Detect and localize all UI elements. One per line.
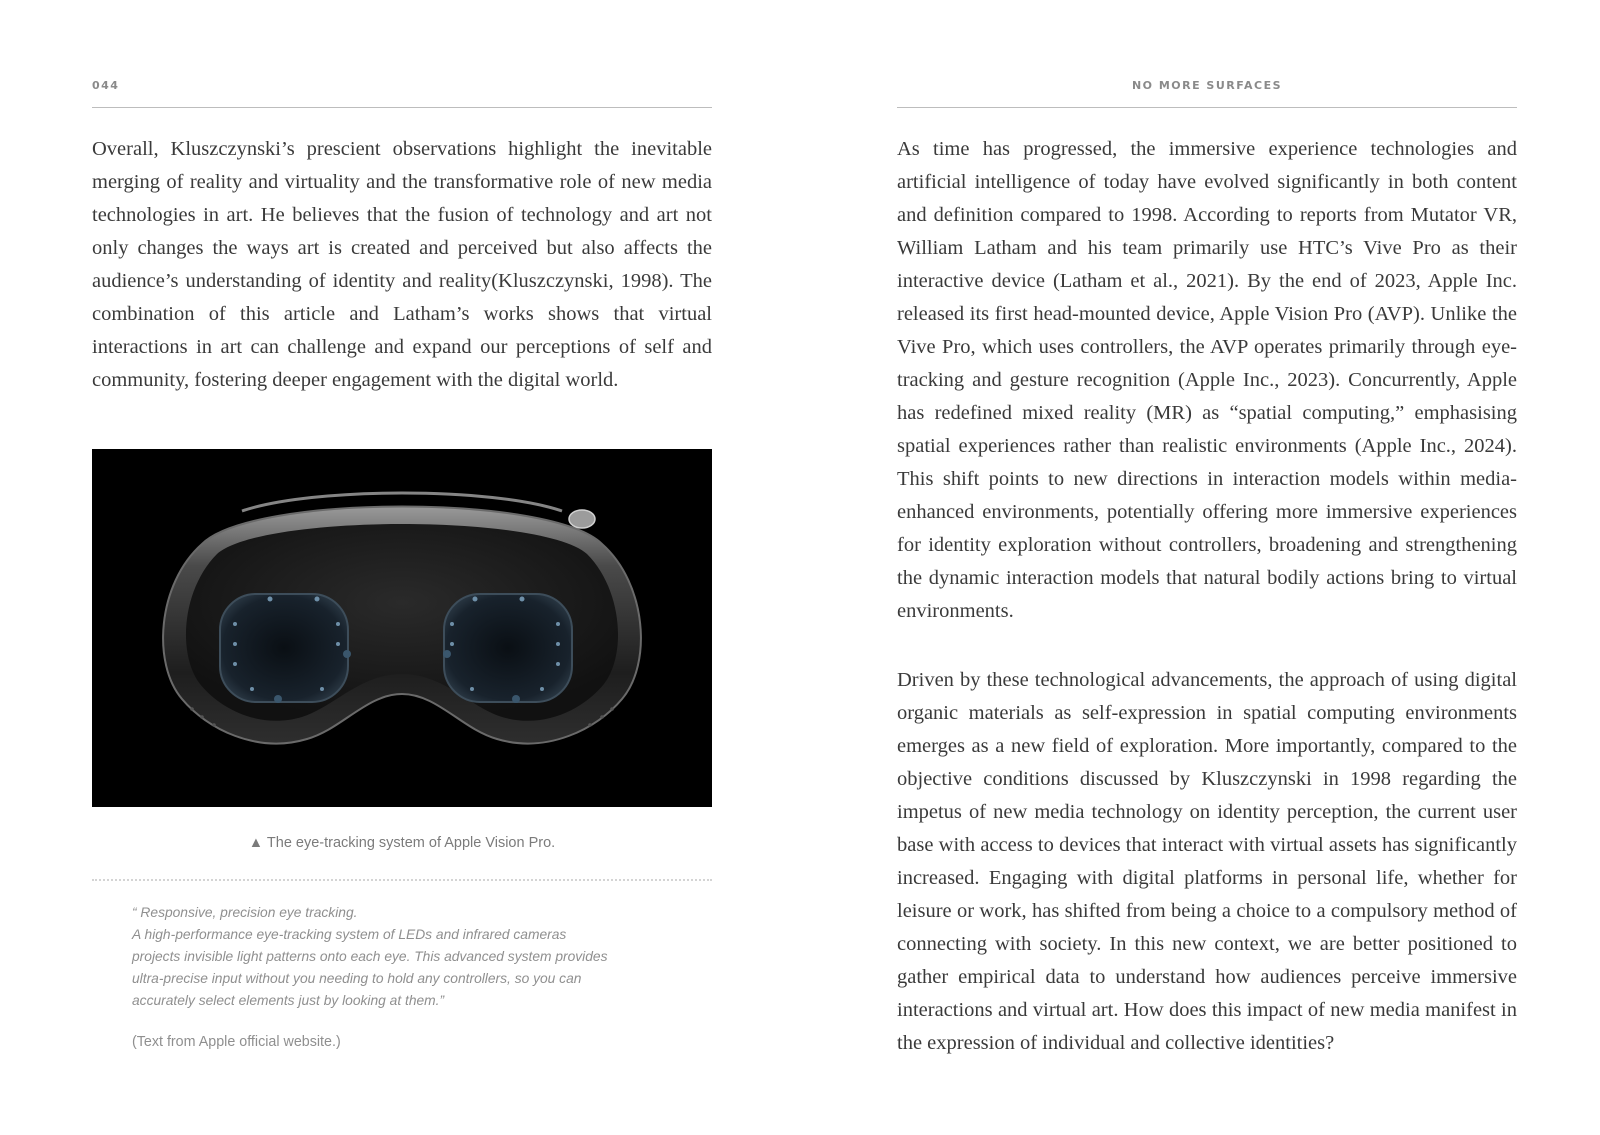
right-page	[897, 0, 1517, 1135]
dotted-divider	[92, 879, 712, 881]
quote-line: accurately select elements just by looking at them.”	[132, 993, 445, 1008]
apple-vision-pro-image	[92, 449, 712, 807]
running-title: NO MORE SURFACES	[1131, 79, 1283, 92]
body-paragraph-1: As time has progressed, the immersive experience technologies and artificial intelligence of today have evolved significantly in both content and definition compared to 1998. According to reports from Mutator VR, William Latham and his team primarily use HTC’s Vive Pro as their interactive device (Latham et al., 2021). By the end of 2023, Apple Inc. released its first head-mounted device, Apple Vision Pro (AVP). Unlike the Vive Pro, which uses controllers, the AVP operates primarily through eye-tracking and gesture recognition (Apple Inc., 2023). Concurrently, Apple has redefined mixed reality (MR) as “spatial computing,” emphasising spatial experiences rather than realistic environments (Apple Inc., 2024). This shift points to new directions in interaction models within media-enhanced environments, potentially offering more immersive experiences for identity exploration without controllers, broadening and strengthening the dynamic interaction models that natural bodily actions bring to virtual environments.	[897, 138, 1517, 622]
quote-line: projects invisible light patterns onto each eye. This advanced system provides	[132, 949, 608, 964]
body-paragraph-2: Driven by these technological advancements, the approach of using digital organic materials as self-expression in spatial computing environments emerges as a new field of exploration. More importantly, compared to the objective conditions discussed by Kluszczynski in 1998 regarding the impetus of new media technology on identity perception, the current user base with access to devices that interact with virtual assets has significantly increased. Engaging with digital platforms in personal life, whether for leisure or work, has shifted from being a choice to a compulsory method of connecting with society. In this new context, we are better positioned to gather empirical data to understand how audiences perceive immersive interactions and virtual art. How does this impact of new media manifest in the expression of individual and collective identities?	[897, 669, 1517, 1054]
header-rule	[897, 107, 1517, 108]
apple-quote	[132, 902, 692, 1012]
quote-line: A high-performance eye-tracking system of LEDs and infrared cameras	[132, 927, 567, 942]
quote-line: “ Responsive, precision eye tracking.	[132, 905, 358, 920]
quote-line: ultra-precise input without you needing to hold any controllers, so you can	[132, 971, 582, 986]
left-page	[92, 0, 712, 1135]
figure-caption: ▲ The eye-tracking system of Apple Vision Pro.	[248, 835, 556, 851]
page-number: 044	[92, 79, 120, 92]
quote-source: (Text from Apple official website.)	[132, 1034, 341, 1050]
header-rule	[92, 107, 712, 108]
body-paragraph: Overall, Kluszczynski’s prescient observations highlight the inevitable merging of reality and virtuality and the transformative role of new media technologies in art. He believes that the fusion of technology and art not only changes the ways art is created and perceived but also affects the audience’s understanding of identity and reality(Kluszczynski, 1998). The combination of this article and Latham’s works shows that virtual interactions in art can challenge and expand our perceptions of self and community, fostering deeper engagement with the digital world.	[92, 138, 712, 391]
headset-illustration	[92, 449, 712, 807]
